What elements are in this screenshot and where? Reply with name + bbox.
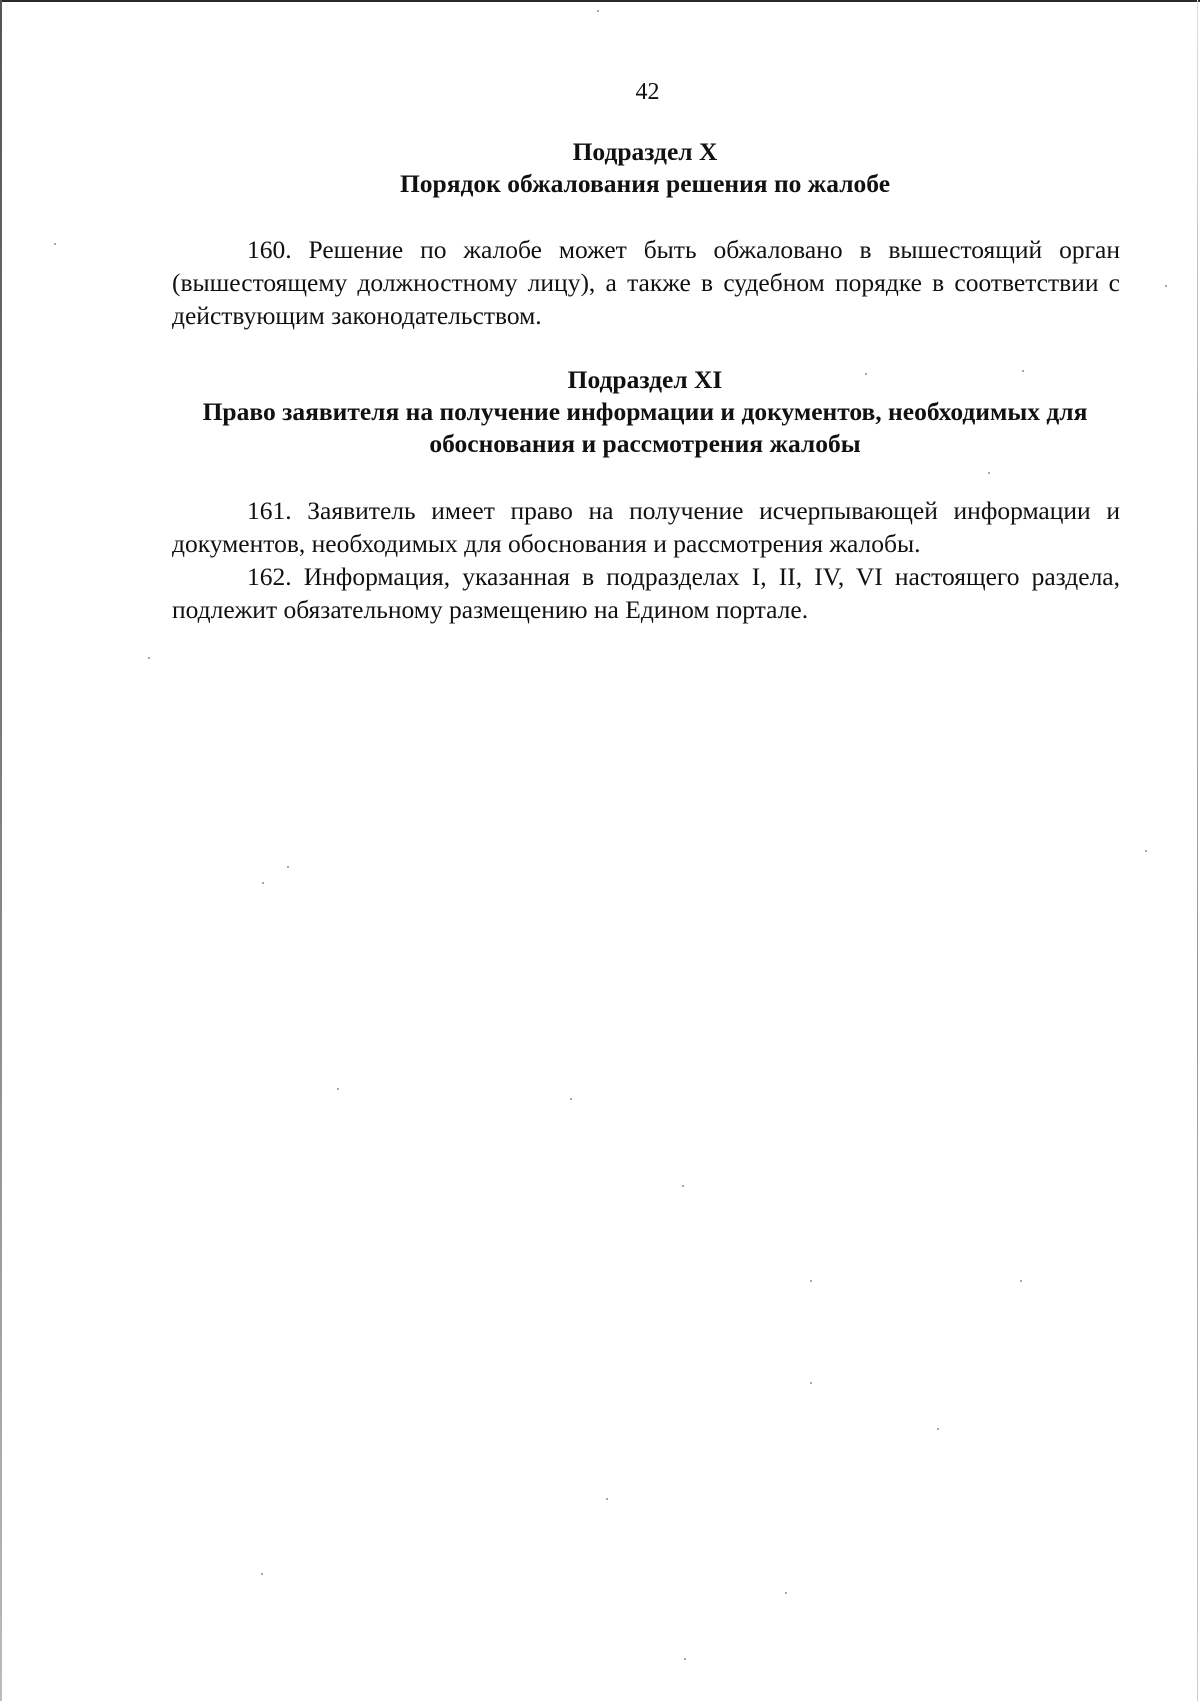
scan-speck bbox=[597, 10, 599, 12]
scan-speck bbox=[570, 1098, 572, 1100]
scan-speck bbox=[785, 1592, 787, 1594]
scan-speck bbox=[148, 657, 150, 659]
scan-speck bbox=[262, 882, 264, 884]
scan-speck bbox=[337, 1088, 339, 1090]
scan-speck bbox=[682, 1185, 684, 1187]
subsection-xi-title-line-1: Право заявителя на получение информации и документов, необходимых для bbox=[202, 397, 1088, 426]
scan-border-top bbox=[0, 0, 1200, 2]
subsection-xi-heading bbox=[170, 364, 1120, 460]
subsection-x-label: Подраздел X bbox=[572, 137, 718, 166]
scan-speck bbox=[865, 373, 867, 375]
scan-speck bbox=[1020, 1280, 1022, 1282]
scan-speck bbox=[988, 472, 990, 474]
scan-border-right bbox=[1197, 0, 1198, 1701]
subsection-xi-title-line-2: обоснования и рассмотрения жалобы bbox=[429, 429, 861, 458]
scan-speck bbox=[1145, 850, 1147, 852]
scan-speck bbox=[810, 1280, 812, 1282]
scan-speck bbox=[937, 1428, 939, 1430]
subsection-x-heading bbox=[170, 136, 1120, 200]
scan-speck bbox=[287, 866, 289, 868]
paragraph-162: 162. Информация, указанная в подразделах I, II, IV, VI настоящего раздела, подлежит обязательному размещению на Едином портале. bbox=[172, 562, 1120, 624]
scan-speck bbox=[606, 1498, 608, 1500]
scan-speck bbox=[1022, 370, 1024, 372]
scan-speck bbox=[684, 1658, 686, 1660]
scan-speck bbox=[261, 1573, 263, 1575]
scan-speck bbox=[1165, 285, 1167, 287]
scan-border-left bbox=[0, 0, 2, 1701]
subsection-xi-label: Подраздел XI bbox=[567, 365, 723, 394]
scan-speck bbox=[54, 243, 56, 245]
paragraph-160: 160. Решение по жалобе может быть обжаловано в вышестоящий орган (вышестоящему должностному лицу), а также в судебном порядке в соответствии с действующим законодательством. bbox=[172, 235, 1120, 330]
subsection-x-title: Порядок обжалования решения по жалобе bbox=[399, 169, 891, 198]
paragraph-161: 161. Заявитель имеет право на получение исчерпывающей информации и документов, необходимых для обоснования и рассмотрения жалобы. bbox=[172, 496, 1120, 558]
scan-speck bbox=[810, 1382, 812, 1384]
page-number: 42 bbox=[635, 79, 660, 105]
